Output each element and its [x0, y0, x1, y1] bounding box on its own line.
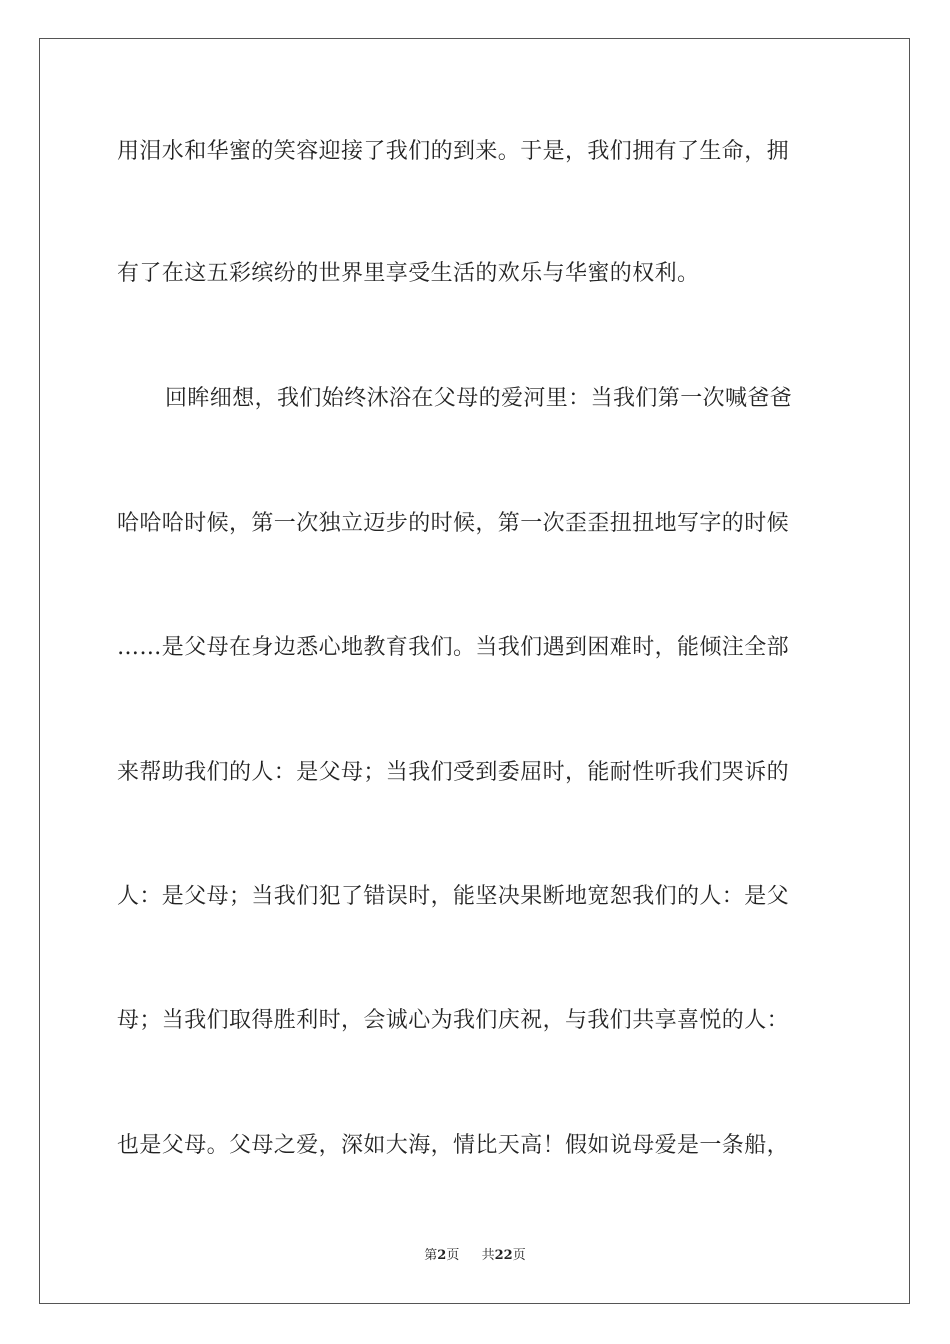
total-pages-number: 22 [494, 1248, 513, 1263]
text-line-3: 回眸细想，我们始终沐浴在父母的爱河里：当我们第一次喊爸爸 [165, 386, 793, 411]
page-prefix: 第 [424, 1248, 438, 1263]
text-line-4: 哈哈哈时候，第一次独立迈步的时候，第一次歪歪扭扭地写字的时候 [117, 511, 790, 536]
page-suffix: 页 [446, 1248, 460, 1263]
total-pages-indicator [482, 1248, 526, 1264]
text-line-6: 来帮助我们的人：是父母；当我们受到委屈时，能耐性听我们哭诉的 [117, 760, 790, 785]
total-suffix: 页 [512, 1248, 526, 1263]
page-footer [0, 1248, 950, 1264]
page-border [39, 38, 910, 1304]
page-indicator [424, 1248, 459, 1264]
text-line-9: 也是父母。父母之爱，深如大海，情比天高！假如说母爱是一条船， [117, 1133, 790, 1158]
text-line-2: 有了在这五彩缤纷的世界里享受生活的欢乐与华蜜的权利。 [117, 261, 700, 286]
text-line-5: ……是父母在身边悉心地教育我们。当我们遇到困难时，能倾注全部 [117, 635, 790, 660]
page-number: 2 [437, 1248, 447, 1263]
total-prefix: 共 [481, 1248, 495, 1263]
text-line-1: 用泪水和华蜜的笑容迎接了我们的到来。于是，我们拥有了生命，拥 [117, 139, 790, 164]
text-line-8: 母；当我们取得胜利时，会诚心为我们庆祝，与我们共享喜悦的人： [117, 1008, 790, 1033]
text-line-7: 人：是父母；当我们犯了错误时，能坚决果断地宽恕我们的人：是父 [117, 884, 790, 909]
